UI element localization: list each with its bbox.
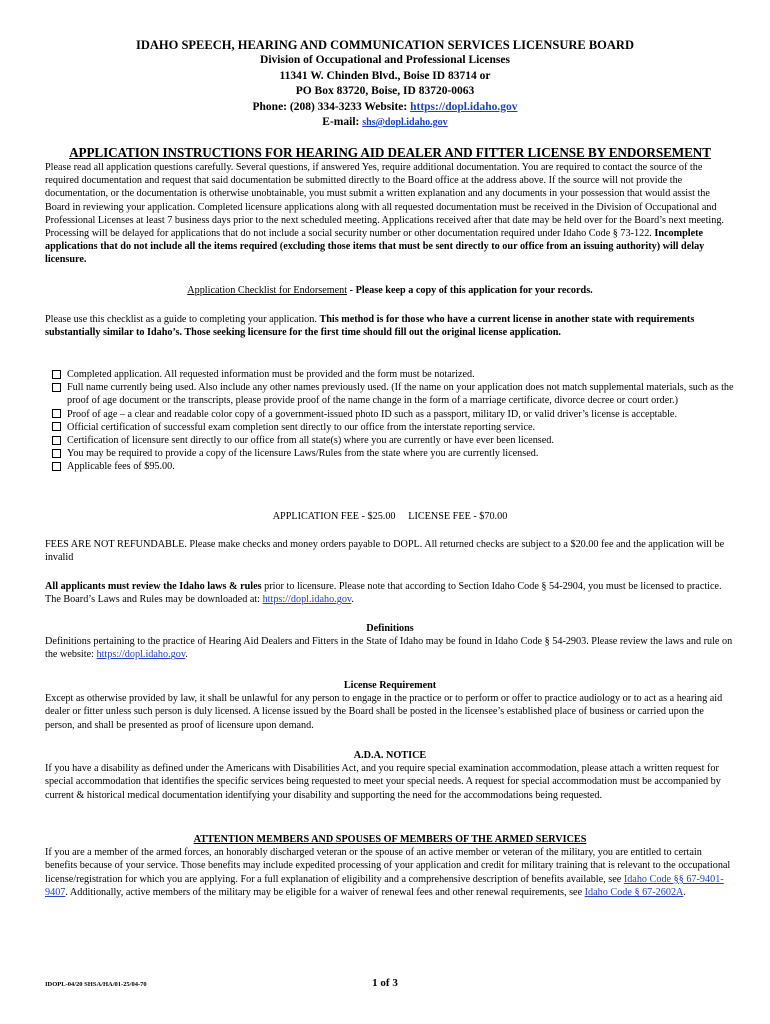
checkbox[interactable] (52, 449, 61, 458)
definitions-heading: Definitions (366, 623, 414, 634)
fee-line: APPLICATION FEE - $25.00 LICENSE FEE - $70.00 (272, 511, 508, 522)
email-label: E-mail: (322, 116, 363, 128)
definitions-end: . (185, 649, 188, 661)
board-name: IDAHO SPEECH, HEARING AND COMMUNICATION SERVICES LICENSURE BOARD (135, 38, 634, 52)
license-requirement-heading: License Requirement (343, 680, 437, 691)
armed-link-2[interactable]: Idaho Code § 67-2602A (584, 886, 684, 898)
ada-text: If you have a disability as defined under the Americans with Disabilities Act, and you require special examination accommodation, please attach a written request for special accommodation that identifies the specific services being requested to meet your special needs. A request for special accommodation must be accompanied by current & historical medical documentation identifying your disability and supporting the need for the accommodations being requested. (45, 763, 721, 801)
armed-end: . (683, 886, 686, 898)
fees-note: FEES ARE NOT REFUNDABLE. Please make checks and money orders payable to DOPL. All returned checks are subject to a $20.00 fee and the application will be invalid (45, 539, 725, 564)
checkbox[interactable] (52, 462, 61, 471)
checklist-heading-underlined: Application Checklist for Endorsement (187, 285, 348, 296)
checkbox[interactable] (52, 409, 61, 418)
page-title: APPLICATION INSTRUCTIONS FOR HEARING AID DEALER AND FITTER LICENSE BY ENDORSEMENT (69, 145, 711, 160)
armed-link-1[interactable]: Idaho Code §§ 67-9401-9407 (45, 873, 724, 898)
ada-section (45, 749, 735, 802)
checklist-item (45, 381, 735, 407)
checklist-intro-text: Please use this checklist as a guide to completing your application. (45, 314, 320, 325)
laws-link[interactable]: https://dopl.idaho.gov (262, 594, 352, 606)
checklist-item-text: Full name currently being used. Also include any other names previously used. (If the name on your application does not match supplemental materials, such as the proof of age document or the transcripts, please provide proof of the name change in the form of a marriage certificate, divorce decree or court order.) (67, 382, 734, 407)
checklist-item-text: Proof of age – a clear and readable color copy of a government-issued photo ID such as a passport, military ID, or valid driver’s license is acceptable. (67, 408, 678, 420)
definitions-link[interactable]: https://dopl.idaho.gov (96, 649, 186, 661)
intro-bold: Incomplete applications that do not include all the items required (excluding those items that must be sent directly to our office from an issuing authority) will delay licensure. (45, 228, 705, 266)
checklist-item (45, 368, 735, 381)
checklist-heading (45, 284, 735, 297)
checkbox[interactable] (52, 436, 61, 445)
definitions-text: Definitions pertaining to the practice of Hearing Aid Dealers and Fitters in the State of Idaho may be found in Idaho Code § 54-2903. Please review the laws and rule on the website: (45, 636, 733, 661)
laws-paragraph (45, 580, 735, 606)
intro-paragraph (45, 161, 735, 267)
armed-services-section (45, 833, 735, 899)
armed-services-heading: ATTENTION MEMBERS AND SPOUSES OF MEMBERS OF THE ARMED SERVICES (193, 834, 587, 845)
ada-heading: A.D.A. NOTICE (353, 750, 427, 761)
website-link[interactable]: https://dopl.idaho.gov (410, 100, 518, 113)
checklist-intro (45, 313, 735, 339)
checklist-item-text: Certification of licensure sent directly to our office from all state(s) where you are currently or have ever been licensed. (67, 435, 554, 447)
checklist-intro-bold: This method is for those who have a current license in another state with requirements substantially similar to Idaho’s. Those seeking licensure for the first time should fill out the original license application. (45, 314, 695, 339)
checkbox[interactable] (52, 370, 61, 379)
intro-text: Please read all application questions carefully. Several questions, if answered Yes, require additional documentation. You are required to contact the source of the required documentation and request that said documentation be submitted directly to the Board office at the address above. If the source will not provide the documentation, or the documentation is otherwise unobtainable, you must submit a written explanation and any documents in your possession that would assist the Board in reviewing your application. Completed licensure applications along with all requested documentation must be received in the Division of Occupational and Professional Licenses at least 7 business days prior to the next scheduled meeting. Applications received after that date may be held over for the Board’s next meeting. Processing will be delayed for applications that do not include a social security number or other documentation required under Idaho Code § 73-122. (45, 162, 724, 240)
checklist-item (45, 408, 735, 421)
form-id: IDOPL-04/20 SHSA/HA/01-25/04-70 (45, 981, 147, 988)
checklist-heading-rest: - Please keep a copy of this application for your records. (347, 285, 593, 296)
checklist-item (45, 460, 735, 473)
email-line (0, 115, 770, 131)
address-line-2: PO Box 83720, Boise, ID 83720-0063 (295, 85, 475, 97)
license-requirement-text: Except as otherwise provided by law, it shall be unlawful for any person to engage in the practice or to perform or offer to practice audiology or to act as a hearing aid dealer or fitter unless such person is duly licensed. A license issued by the Board shall be posted in the licensee’s established place of business or carried upon the person, and shall be presented as proof of licensure upon demand. (45, 693, 723, 731)
checklist-item-text: You may be required to provide a copy of the licensure Laws/Rules from the state where you are currently licensed. (67, 448, 539, 460)
phone-label: Phone: (208) 334-3233 Website: (252, 100, 411, 113)
laws-text: prior to licensure. Please note that according to Section Idaho Code § 54-2904, you must be licensed to practice. The Board’s Laws and Rules may be downloaded at: (45, 581, 722, 606)
checklist (45, 368, 735, 474)
laws-bold: All applicants must review the Idaho laws & rules (45, 581, 262, 592)
checklist-item (45, 447, 735, 460)
division-name: Division of Occupational and Professional Licenses (260, 54, 510, 66)
armed-text-1: If you are a member of the armed forces, an honorably discharged veteran or the spouse of an active member or veteran of the military, you are entitled to certain benefits because of your service. Those benefits may include expedited processing of your application and credit for military training that is relevant to the occupational license/registration for which you are applying. For a full explanation of eligibility and a comprehensive description of benefits available, see (45, 847, 731, 885)
email-link[interactable]: shs@dopl.idaho.gov (362, 117, 448, 128)
armed-text-2: . Additionally, active members of the military may be eligible for a waiver of renewal fees and other renewal requirements, see (65, 886, 585, 898)
letterhead (0, 37, 770, 131)
checklist-item-text: Official certification of successful exam completion sent directly to our office from the interstate reporting service. (67, 421, 536, 433)
contact-line (0, 100, 770, 116)
laws-end: . (351, 594, 354, 606)
page-number: 1 of 3 (372, 977, 398, 989)
checklist-item-text: Applicable fees of $95.00. (67, 461, 175, 473)
checklist-item (45, 434, 735, 447)
checkbox[interactable] (52, 383, 61, 392)
address-line-1: 11341 W. Chinden Blvd., Boise ID 83714 or (279, 69, 491, 82)
checklist-item (45, 421, 735, 434)
license-requirement-section (45, 679, 735, 732)
checklist-item-text: Completed application. All requested information must be provided and the form must be notarized. (67, 369, 475, 380)
definitions-section (45, 622, 735, 662)
checkbox[interactable] (52, 422, 61, 431)
